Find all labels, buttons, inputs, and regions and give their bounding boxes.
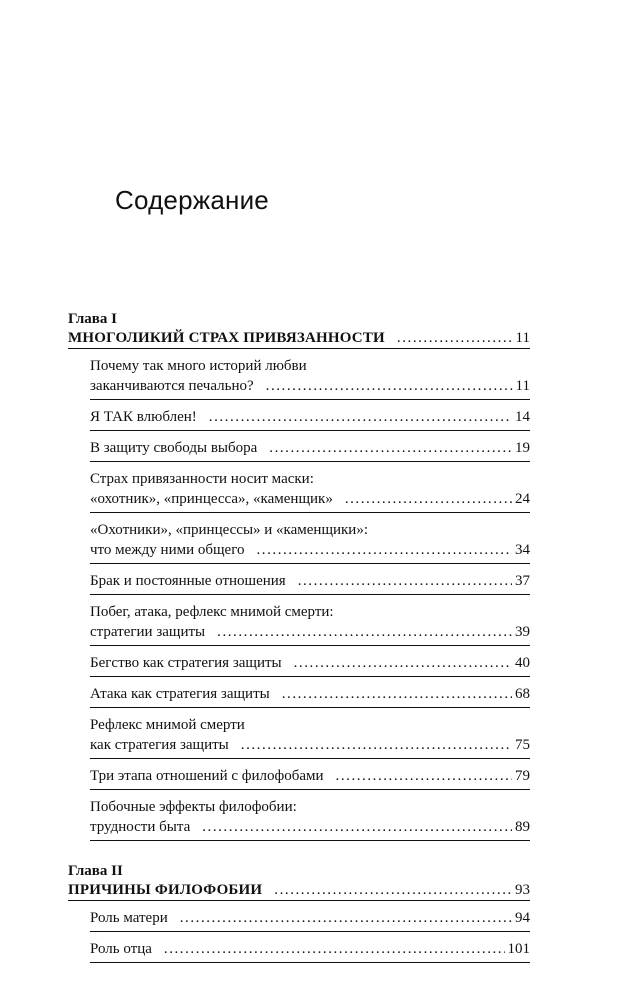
toc-entry[interactable] [90,901,530,932]
entry-page-number: 94 [515,910,530,926]
entry-row [90,571,530,591]
toc-entry[interactable] [90,349,530,400]
toc-entry[interactable] [90,513,530,564]
entry-title: как стратегия защиты [90,737,229,753]
chapter-title: МНОГОЛИКИЙ СТРАХ ПРИВЯЗАННОСТИ [68,330,385,346]
entry-page-number: 40 [515,655,530,671]
entry-title: заканчиваются печально? [90,378,254,394]
entry-page-number: 11 [515,378,530,394]
toc-entry[interactable] [90,759,530,790]
dot-leader [180,908,512,928]
chapter-page-number: 11 [515,330,530,346]
entry-list [68,349,530,841]
toc-entry[interactable] [90,932,530,963]
entry-title: Атака как стратегия защиты [90,686,270,702]
toc-entry[interactable] [90,595,530,646]
entry-title-line: Побочные эффекты филофобии: [90,799,297,815]
entry-title: что между ними общего [90,542,245,558]
entry-page-number: 75 [515,737,530,753]
entry-page-number: 68 [515,686,530,702]
dot-leader [202,817,512,837]
dot-leader [298,571,512,591]
chapter-title-row[interactable] [68,880,530,901]
entry-row [90,540,530,560]
table-of-contents [68,311,530,985]
entry-title-line: Страх привязанности носит маски: [90,471,314,487]
toc-entry[interactable] [90,431,530,462]
toc-entry[interactable] [90,564,530,595]
chapter-section [68,311,530,841]
entry-row [90,438,530,458]
entry-title-line: Рефлекс мнимой смерти [90,717,245,733]
dot-leader [266,376,513,396]
entry-page-number: 24 [515,491,530,507]
toc-entry[interactable] [90,400,530,431]
toc-entry[interactable] [90,462,530,513]
toc-entry[interactable] [90,790,530,841]
entry-title: «охотник», «принцесса», «каменщик» [90,491,333,507]
chapter-section [68,863,530,963]
entry-title: В защиту свободы выбора [90,440,258,456]
entry-row [90,376,530,396]
entry-page-number: 34 [515,542,530,558]
dot-leader [217,622,512,642]
dot-leader [269,438,512,458]
entry-title: Брак и постоянные отношения [90,573,286,589]
chapter-page-number: 93 [515,882,530,898]
dot-leader [294,653,512,673]
entry-row [90,735,530,755]
entry-title: трудности быта [90,819,191,835]
dot-leader [241,735,512,755]
entry-title: Роль матери [90,910,168,926]
entry-page-number: 79 [515,768,530,784]
entry-title: Три этапа отношений с филофобами [90,768,324,784]
entry-row [90,908,530,928]
entry-row [90,939,530,959]
entry-row [90,622,530,642]
page-title: Содержание [115,185,269,215]
entry-title: стратегии защиты [90,624,206,640]
entry-page-number: 39 [515,624,530,640]
entry-row [90,653,530,673]
entry-title: Бегство как стратегия защиты [90,655,282,671]
chapter-label: Глава II [68,863,123,879]
entry-list [68,901,530,963]
toc-entry[interactable] [90,646,530,677]
entry-title-line: Побег, атака, рефлекс мнимой смерти: [90,604,334,620]
toc-entry[interactable] [90,708,530,759]
entry-title: Я ТАК влюблен! [90,409,197,425]
dot-leader [282,684,512,704]
toc-entry[interactable] [90,677,530,708]
entry-page-number: 37 [515,573,530,589]
dot-leader [257,540,513,560]
entry-page-number: 14 [515,409,530,425]
entry-page-number: 89 [515,819,530,835]
entry-row [90,684,530,704]
chapter-label: Глава I [68,311,117,327]
entry-page-number: 101 [507,941,530,957]
entry-row [90,489,530,509]
dot-leader [345,489,512,509]
dot-leader [397,328,513,348]
dot-leader [209,407,512,427]
chapter-title-row[interactable] [68,328,530,349]
dot-leader [164,939,505,959]
entry-title-line: «Охотники», «принцессы» и «каменщики»: [90,522,369,538]
entry-title: Роль отца [90,941,152,957]
entry-page-number: 19 [515,440,530,456]
entry-row [90,407,530,427]
dot-leader [274,880,512,900]
entry-row [90,817,530,837]
entry-row [90,766,530,786]
dot-leader [336,766,512,786]
entry-title-line: Почему так много историй любви [90,358,307,374]
chapter-title: ПРИЧИНЫ ФИЛОФОБИИ [68,882,263,898]
